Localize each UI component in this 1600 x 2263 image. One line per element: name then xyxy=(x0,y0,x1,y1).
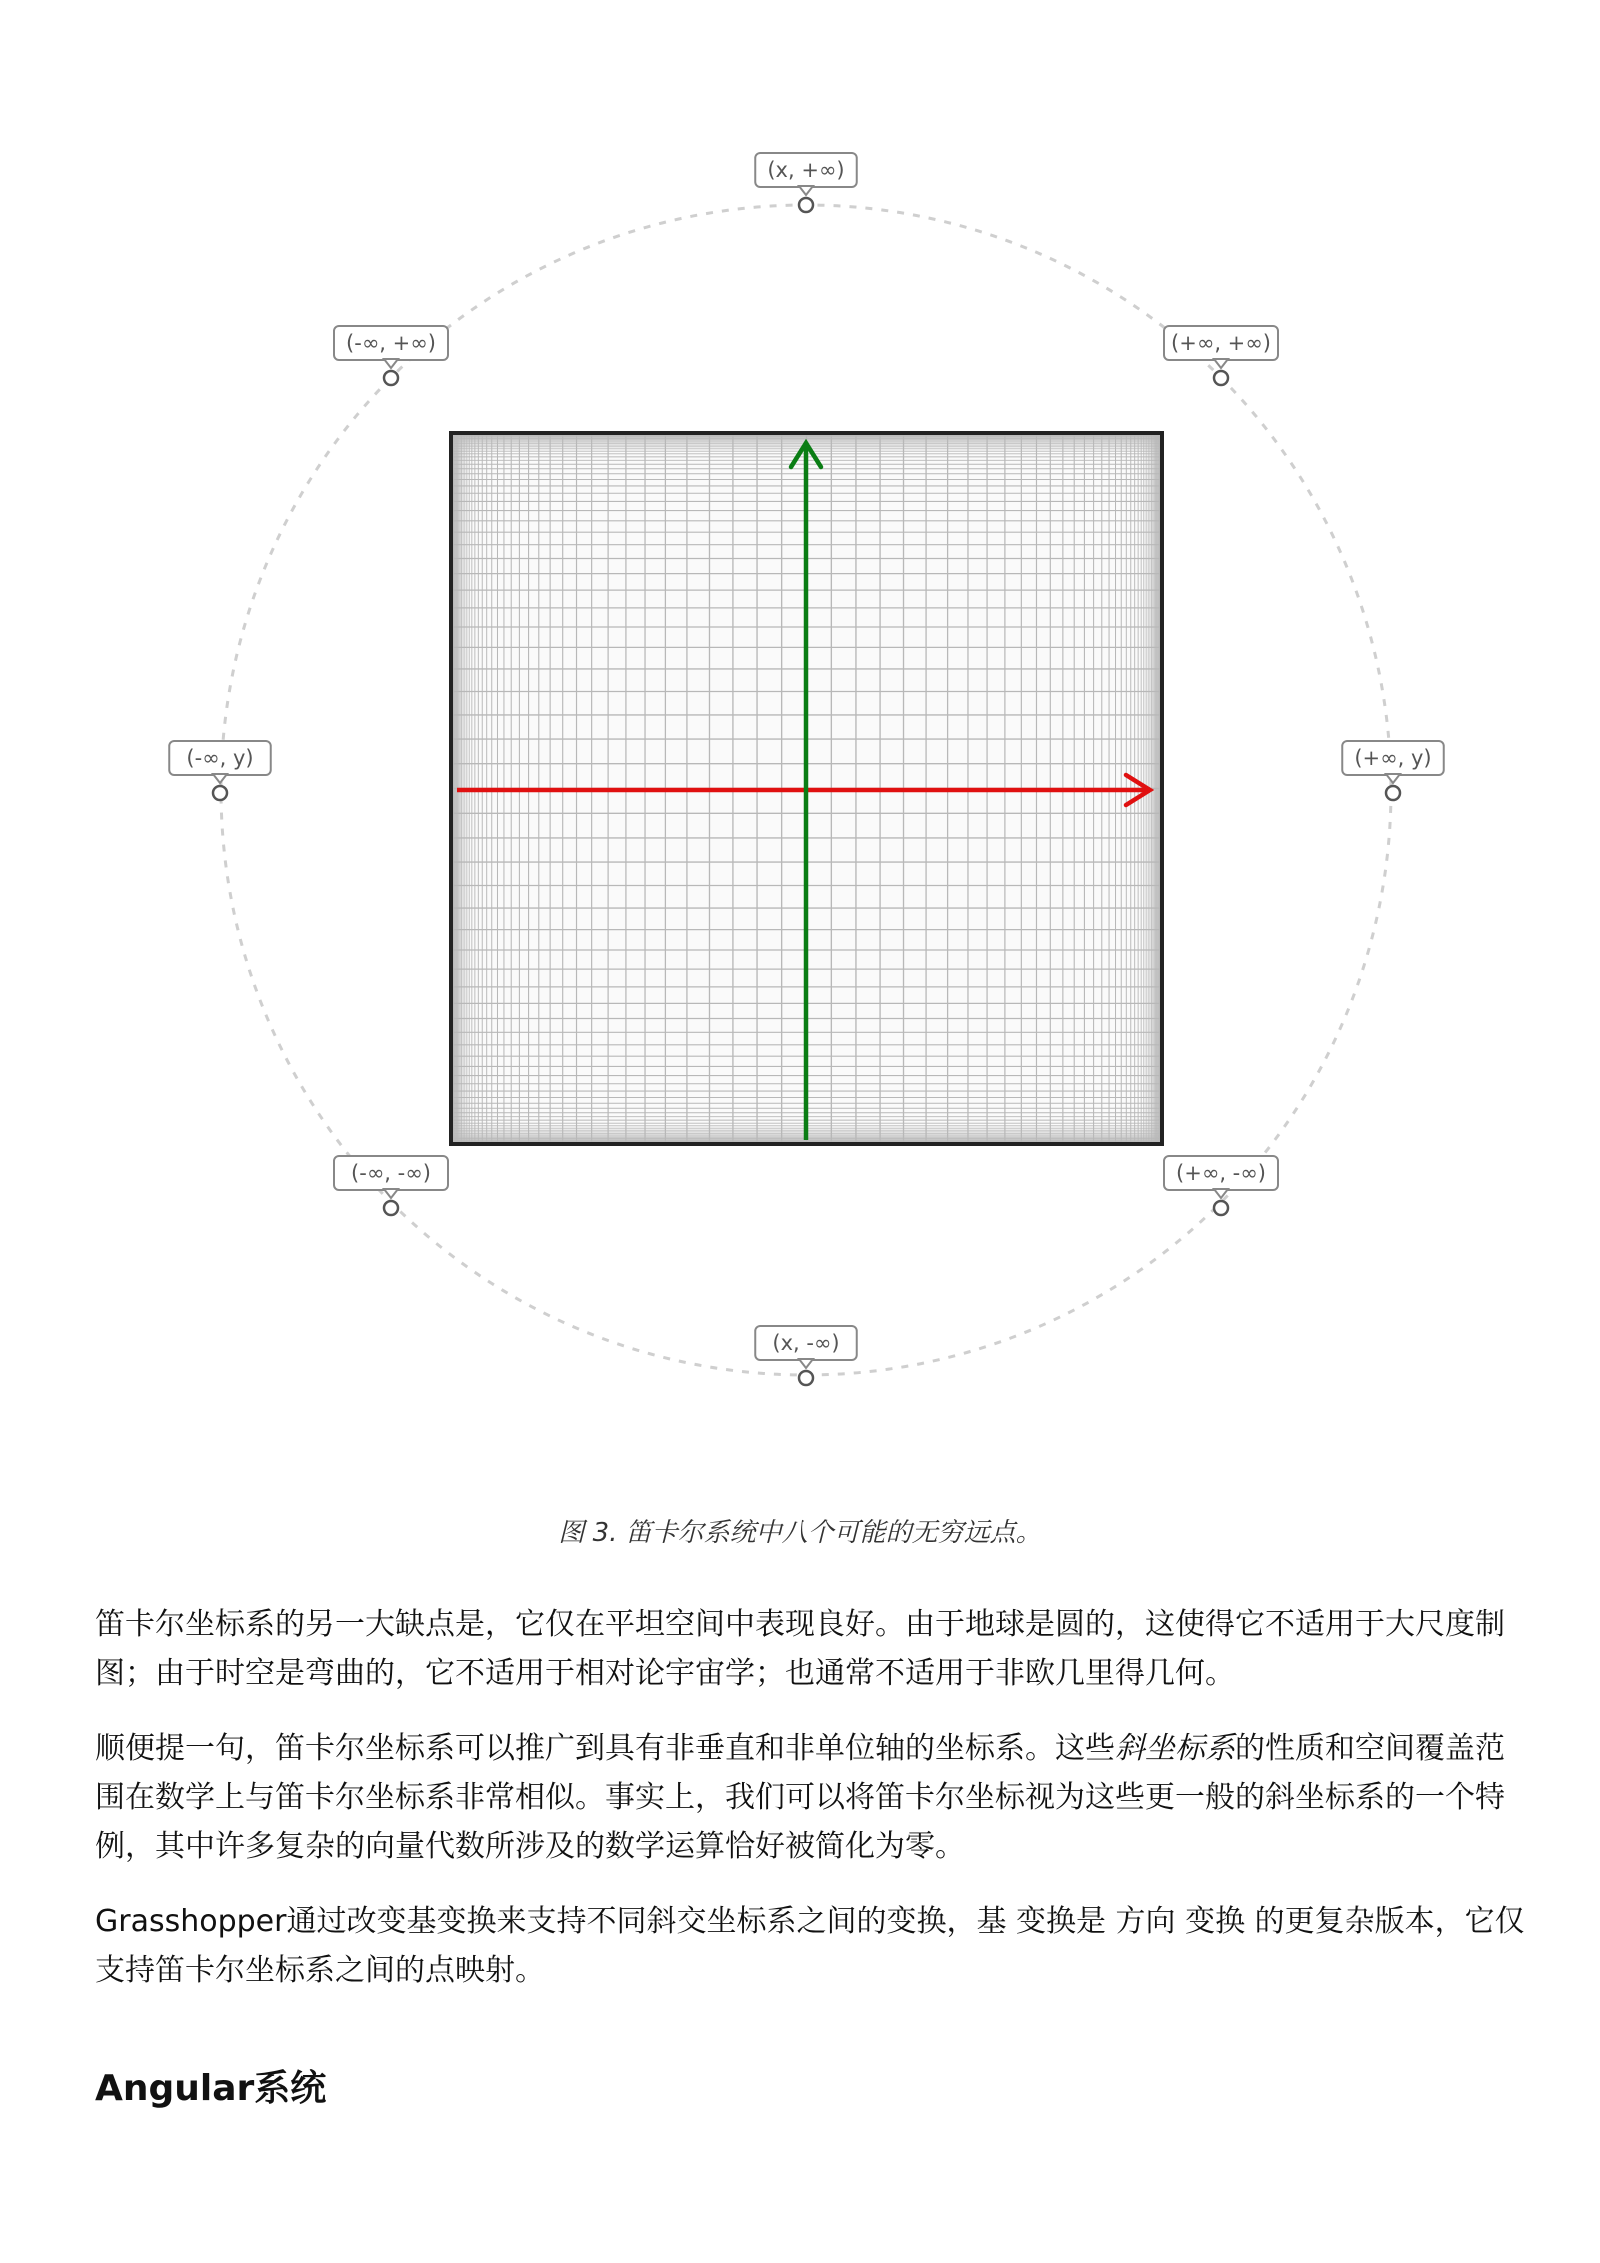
section-heading: Angular系统 xyxy=(95,2068,327,2109)
infinity-label-pointer xyxy=(1386,774,1400,783)
infinity-point-marker xyxy=(799,198,813,212)
infinity-label-top-left: (-∞, +∞) xyxy=(346,331,436,355)
infinity-point-right xyxy=(1342,741,1444,800)
infinity-label-pointer xyxy=(799,186,813,195)
infinity-point-top-right xyxy=(1164,326,1278,385)
infinity-label-pointer xyxy=(799,1359,813,1368)
infinity-label-left: (-∞, y) xyxy=(186,746,254,770)
infinity-point-marker xyxy=(799,1371,813,1385)
infinity-label-bottom: (x, -∞) xyxy=(772,1331,840,1355)
infinity-point-bottom-left xyxy=(334,1156,448,1215)
infinity-label-bottom-right: (+∞, -∞) xyxy=(1176,1161,1266,1185)
emphasis-oblique-term: 斜坐标系 xyxy=(1115,1731,1235,1766)
infinity-point-marker xyxy=(1386,786,1400,800)
paragraph-text: 的性质和空间覆盖范围在数学上与笛卡尔坐标系非常相似。事实上，我们可以将笛卡尔坐标视为这些更一般的斜坐标系的一个特例，其中许多复杂的向量代数所涉及的数学运算恰好被简化为零。 xyxy=(95,1731,1505,1864)
infinity-point-left xyxy=(169,741,271,800)
infinity-point-marker xyxy=(384,1201,398,1215)
infinity-label-top: (x, +∞) xyxy=(767,158,845,182)
infinity-label-pointer xyxy=(384,359,398,368)
figure-caption: 图 3. 笛卡尔系统中八个可能的无穷远点。 xyxy=(558,1518,1042,1548)
infinity-point-top-left xyxy=(334,326,448,385)
infinity-point-marker xyxy=(1214,1201,1228,1215)
infinity-label-pointer xyxy=(213,774,227,783)
infinity-label-pointer xyxy=(1214,359,1228,368)
paragraph-text: 顺便提一句，笛卡尔坐标系可以推广到具有非垂直和非单位轴的坐标系。这些 xyxy=(95,1731,1115,1766)
infinity-label-pointer xyxy=(384,1189,398,1198)
infinity-point-marker xyxy=(384,371,398,385)
infinity-point-top xyxy=(755,153,857,212)
infinity-label-top-right: (+∞, +∞) xyxy=(1171,331,1271,355)
paragraph-flat-space: 笛卡尔坐标系的另一大缺点是，它仅在平坦空间中表现良好。由于地球是圆的，这使得它不适用于大尺度制图；由于时空是弯曲的，它不适用于相对论宇宙学；也通常不适用于非欧几里得几何。 xyxy=(95,1607,1505,1691)
infinity-label-right: (+∞, y) xyxy=(1354,746,1432,770)
paragraph-grasshopper: Grasshopper通过改变基变换来支持不同斜交坐标系之间的变换，基 变换是 方向 变换 的更复杂版本，它仅支持笛卡尔坐标系之间的点映射。 xyxy=(95,1904,1525,1988)
infinity-point-marker xyxy=(213,786,227,800)
paragraph-oblique-systems xyxy=(95,1724,1525,1871)
infinity-point-marker xyxy=(1214,371,1228,385)
infinity-label-bottom-left: (-∞, -∞) xyxy=(351,1161,431,1185)
infinity-point-bottom xyxy=(755,1326,857,1385)
infinity-point-bottom-right xyxy=(1164,1156,1278,1215)
